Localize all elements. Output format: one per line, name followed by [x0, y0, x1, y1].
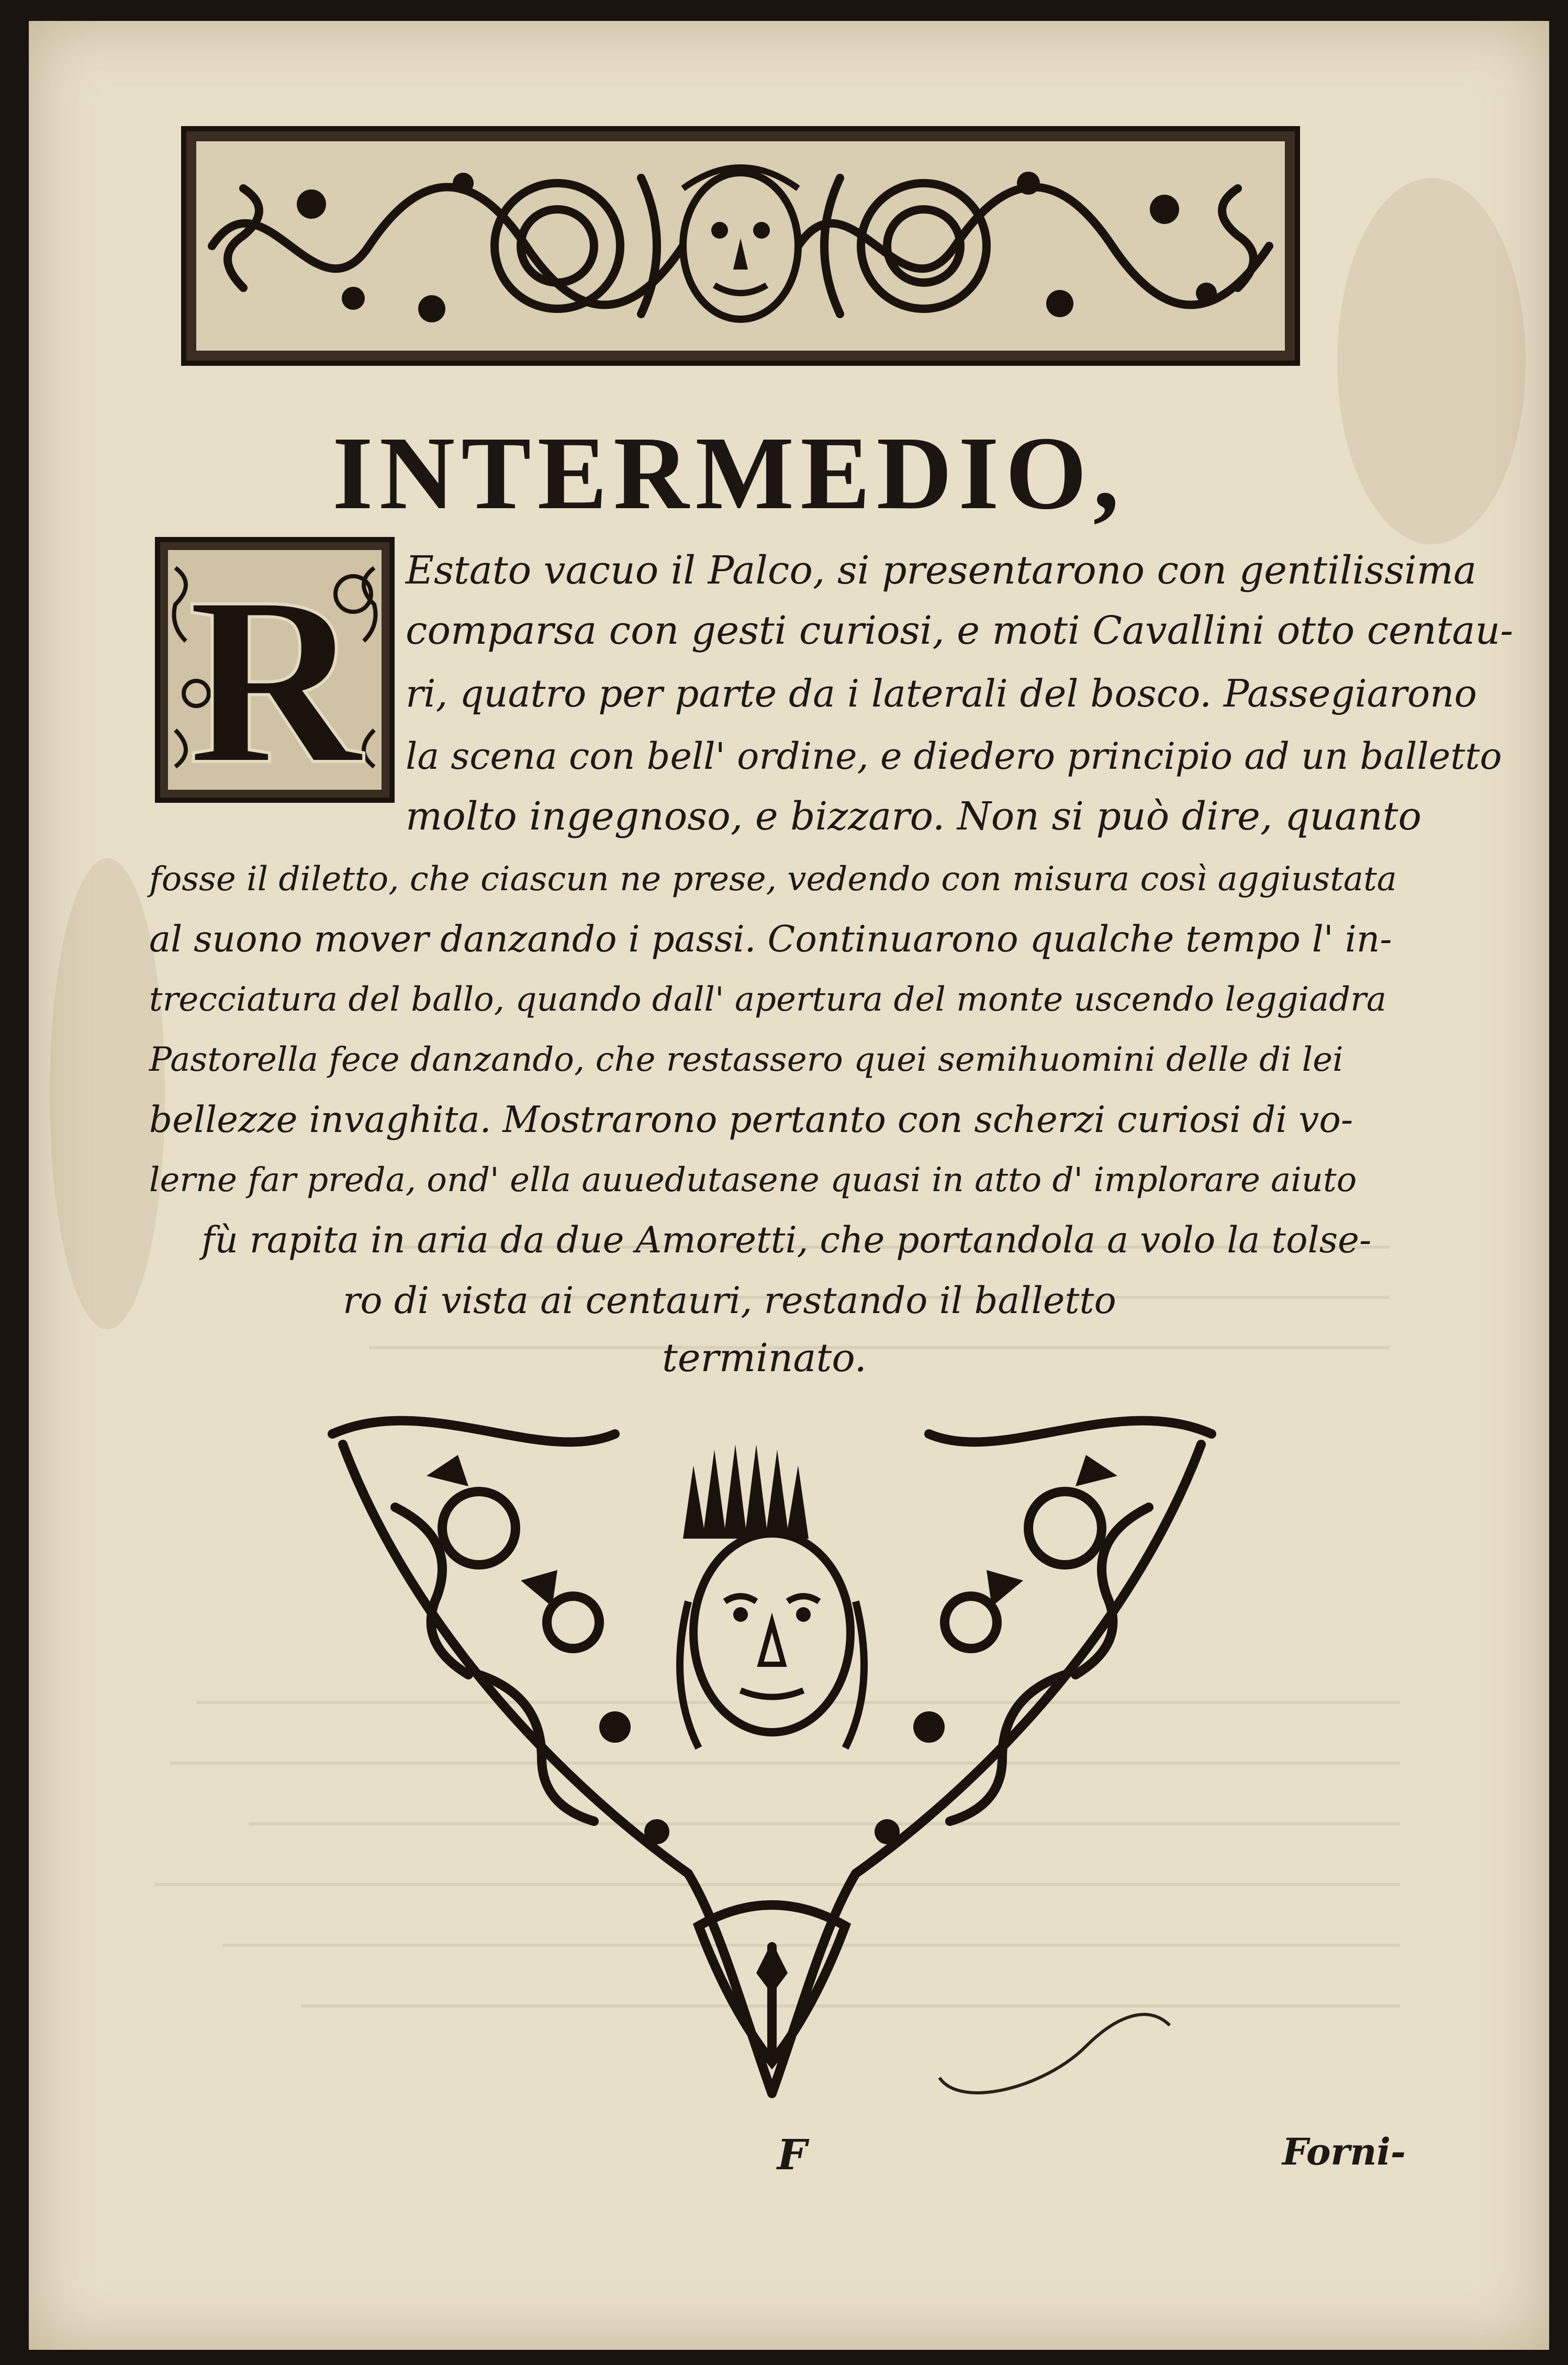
foliate-headpiece [181, 126, 1301, 366]
text-line-9: Pastorella fece danzando, che restassero quei semihuomini delle di lei [149, 1040, 1343, 1079]
paper-stain [50, 858, 165, 1329]
book-page [29, 21, 1549, 2350]
text-line-3: ri, quatro per parte da i laterali del bosco. Passegiarono [406, 671, 1477, 715]
signature-mark: F [777, 2130, 807, 2179]
text-line-13: ro di vista ai centauri, restando il balletto [343, 1279, 1116, 1322]
text-line-8: trecciatura del ballo, quando dall' apertura del monte uscendo leggiadra [149, 980, 1386, 1019]
text-line-10: bellezze invaghita. Mostrarono pertanto con scherzi curiosi di vo- [149, 1099, 1353, 1141]
text-line-5: molto ingegnoso, e bizzaro. Non si può dire, quanto [406, 794, 1422, 839]
text-line-6: fosse il diletto, che ciascun ne prese, vedendo con misura così aggiustata [149, 860, 1397, 899]
text-line-11: lerne far preda, ond' ella auuedutasene quasi in atto d' implorare aiuto [149, 1161, 1357, 1200]
text-line-7: al suono mover danzando i passi. Continuarono qualche tempo l' in- [149, 918, 1392, 960]
ink-mark [929, 1983, 1201, 2109]
decorated-initial-r [154, 536, 395, 803]
text-line-4: la scena con bell' ordine, e diedero principio ad un balletto [406, 735, 1502, 778]
text-line-2: comparsa con gesti curiosi, e moti Cavallini otto centau- [406, 608, 1514, 653]
svg-text:R: R [187, 547, 362, 803]
text-line-14: terminato. [662, 1336, 867, 1381]
text-line-1: Estato vacuo il Palco, si presentarono con gentilissima [406, 548, 1477, 593]
page-title: INTERMEDIO, [332, 416, 1126, 531]
catchword: Forni- [1282, 2130, 1406, 2173]
paper-stain [1337, 178, 1526, 544]
text-line-12: fù rapita in aria da due Amoretti, che portandola a volo la tolse- [201, 1219, 1372, 1261]
